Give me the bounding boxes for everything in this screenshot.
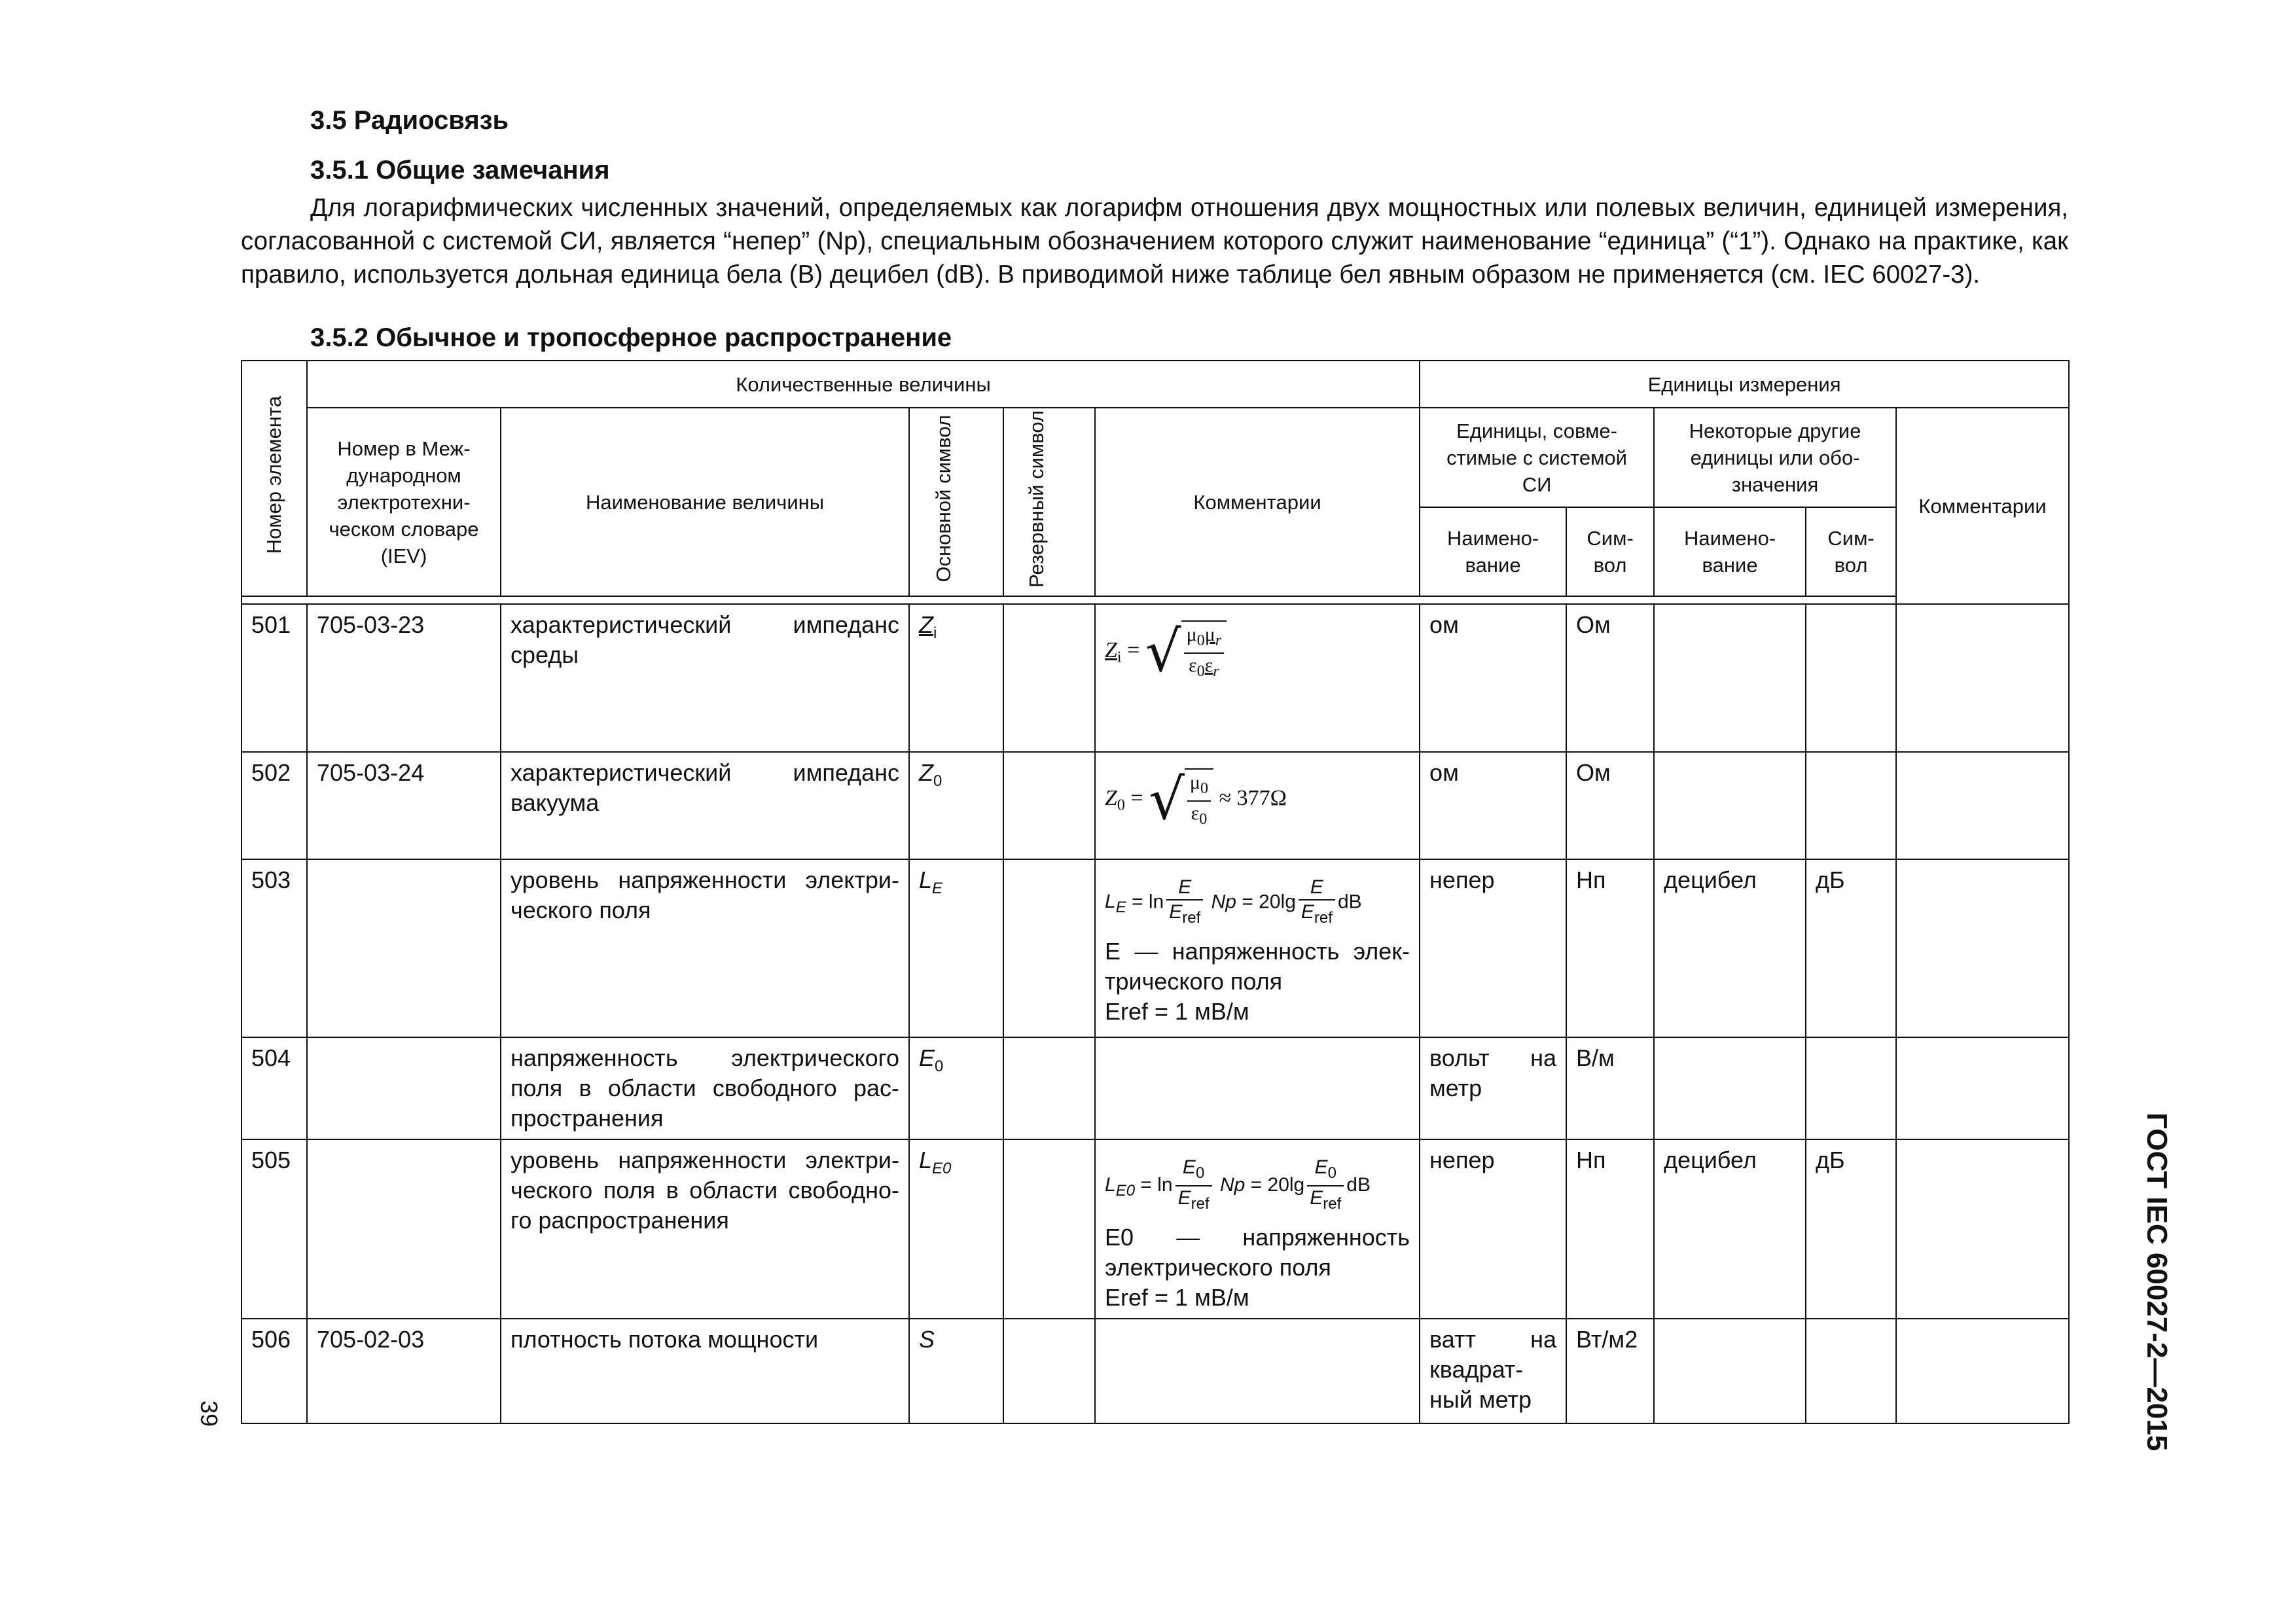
row-comment-formula	[1095, 604, 1420, 752]
row-number: 502	[242, 752, 307, 859]
table-row	[242, 752, 2069, 859]
row-si-symbol: Нп	[1566, 1139, 1654, 1319]
row-iev: 705-03-23	[307, 604, 501, 752]
row-units-comment	[1896, 604, 2069, 752]
row-si-symbol: Ом	[1566, 752, 1654, 859]
row-number: 504	[242, 1037, 307, 1139]
standard-designation: ГОСТ IEC 60027-2—2015	[2141, 1113, 2173, 1452]
row-symbol: $Z_i$	[909, 604, 1003, 752]
general-remarks-body: Для логарифмических численных значений, определяемых как логарифм отношения двух мощностных или полевых величин, единицей измерения, согласованной с системой СИ, является “непер” (Np), специальным обозначением которого служит наименование “единица” (“1”). Однако на практике, как правило, используется дольная единица бела (B) децибел (dB). В приводимой ниже таблице бел явным образом не применяется (см. IEC 60027-3).	[241, 194, 2068, 289]
row-reserve-symbol	[1003, 752, 1095, 859]
table-row	[242, 1037, 2069, 1139]
header-element-no: Номер элемента	[242, 361, 307, 596]
row-reserve-symbol	[1003, 1139, 1095, 1319]
row-number: 505	[242, 1139, 307, 1319]
row-other-name	[1654, 752, 1806, 859]
row-comment-formula	[1095, 1037, 1420, 1139]
header-other-units: Некоторые другие единицы или обо-значения	[1654, 408, 1896, 507]
free-space-field-note: E0 — напряженность электрического поля	[1105, 1224, 1410, 1281]
free-space-level-formula: $L_{E0} = \ln$ $\frac{E_0}{E_{ref}}$ Np = 20lg $\frac{E_0}{E_{ref}}$ dB	[1105, 1156, 1371, 1213]
row-other-symbol	[1806, 752, 1896, 859]
row-quantity-name: характеристический импеданс вакуума	[501, 752, 909, 859]
header-quantity-name: Наименование величины	[501, 408, 909, 596]
field-level-note: E — напряженность элек-трического поля	[1105, 938, 1410, 995]
header-units-comments: Комментарии	[1896, 408, 2069, 604]
row-comment-formula	[1095, 859, 1420, 1037]
header-separator	[242, 596, 2069, 604]
row-symbol: S	[909, 1319, 1003, 1423]
header-other-symbol: Сим-вол	[1806, 507, 1896, 596]
header-quantities: Количественные величины	[307, 361, 1420, 408]
row-si-name: непер	[1420, 1139, 1566, 1319]
row-si-symbol: В/м	[1566, 1037, 1654, 1139]
header-si-units: Единицы, совме-стимые с системой СИ	[1420, 408, 1654, 507]
row-si-symbol: Нп	[1566, 859, 1654, 1037]
row-comment-formula	[1095, 752, 1420, 859]
row-iev	[307, 859, 501, 1037]
propagation-title: 3.5.2 Обычное и тропосферное распространение	[310, 323, 952, 352]
header-comments: Комментарии	[1095, 408, 1420, 596]
row-quantity-name: уровень напряженности электри-ческого поля	[501, 859, 909, 1037]
row-si-symbol: Ом	[1566, 604, 1654, 752]
table-row	[242, 1319, 2069, 1423]
row-iev	[307, 1139, 501, 1319]
row-other-name	[1654, 604, 1806, 752]
section-title: 3.5 Радиосвязь	[310, 106, 509, 135]
general-remarks-title: 3.5.1 Общие замечания	[310, 156, 610, 185]
page-number: 39	[196, 1400, 223, 1427]
row-reserve-symbol	[1003, 859, 1095, 1037]
row-units-comment	[1896, 1319, 2069, 1423]
impedance-formula: $Z_i$ = √ $\frac{\mu_0\mu_r}{\varepsilon_0\varepsilon_r}$	[1105, 620, 1410, 683]
row-si-name: ватт на квадрат-ный метр	[1420, 1319, 1566, 1423]
row-quantity-name: плотность потока мощности	[501, 1319, 909, 1423]
row-other-name	[1654, 1319, 1806, 1423]
row-iev: 705-02-03	[307, 1319, 501, 1423]
row-si-symbol: Вт/м2	[1566, 1319, 1654, 1423]
row-symbol: $Z_0$	[909, 752, 1003, 859]
field-level-formula: $L_E = \ln$ $\frac{E}{E_{ref}}$ Np = 20lg $\frac{E}{E_{ref}}$ dB	[1105, 876, 1362, 927]
header-si-name: Наимено-вание	[1420, 507, 1566, 596]
header-iev: Номер в Меж-дународном электротехни-ческом словаре (IEV)	[307, 408, 501, 596]
row-iev	[307, 1037, 501, 1139]
row-iev: 705-03-24	[307, 752, 501, 859]
vacuum-impedance-formula: $Z_0$ = √ $\frac{\mu_0}{\varepsilon_0}$ ≈ 377Ω	[1105, 767, 1287, 832]
row-units-comment	[1896, 1037, 2069, 1139]
row-si-name: ом	[1420, 604, 1566, 752]
general-remarks-text	[241, 191, 2068, 291]
row-units-comment	[1896, 1139, 2069, 1319]
row-si-name: ом	[1420, 752, 1566, 859]
row-other-name: децибел	[1654, 859, 1806, 1037]
row-other-name	[1654, 1037, 1806, 1139]
row-quantity-name: уровень напряженности электри-ческого поля в области свободно-го распространения	[501, 1139, 909, 1319]
radio-quantities-table	[241, 360, 2070, 1424]
row-si-name: вольт на метр	[1420, 1037, 1566, 1139]
row-reserve-symbol	[1003, 1319, 1095, 1423]
row-reserve-symbol	[1003, 604, 1095, 752]
table-row	[242, 604, 2069, 752]
row-other-name: децибел	[1654, 1139, 1806, 1319]
row-comment-formula	[1095, 1319, 1420, 1423]
row-other-symbol: дБ	[1806, 859, 1896, 1037]
reference-field-note: Eref = 1 мВ/м	[1105, 998, 1249, 1025]
header-si-symbol: Сим-вол	[1566, 507, 1654, 596]
header-other-name: Наимено-вание	[1654, 507, 1806, 596]
row-number: 503	[242, 859, 307, 1037]
row-units-comment	[1896, 752, 2069, 859]
table-row	[242, 859, 2069, 1037]
row-symbol: $E_0$	[909, 1037, 1003, 1139]
header-main-symbol: Основной символ	[909, 408, 1003, 596]
row-other-symbol	[1806, 1319, 1896, 1423]
reference-field-note: Eref = 1 мВ/м	[1105, 1284, 1249, 1311]
row-si-name: непер	[1420, 859, 1566, 1037]
row-quantity-name: характеристический импеданс среды	[501, 604, 909, 752]
row-number: 501	[242, 604, 307, 752]
row-reserve-symbol	[1003, 1037, 1095, 1139]
row-number: 506	[242, 1319, 307, 1423]
row-quantity-name: напряженность электрического поля в области свободного рас-пространения	[501, 1037, 909, 1139]
row-symbol: $L_{E0}$	[909, 1139, 1003, 1319]
row-comment-formula	[1095, 1139, 1420, 1319]
row-units-comment	[1896, 859, 2069, 1037]
row-other-symbol	[1806, 604, 1896, 752]
row-other-symbol: дБ	[1806, 1139, 1896, 1319]
header-units: Единицы измерения	[1420, 361, 2069, 408]
table-row	[242, 1139, 2069, 1319]
row-other-symbol	[1806, 1037, 1896, 1139]
header-reserve-symbol: Резервный символ	[1003, 408, 1095, 596]
row-symbol: $L_E$	[909, 859, 1003, 1037]
